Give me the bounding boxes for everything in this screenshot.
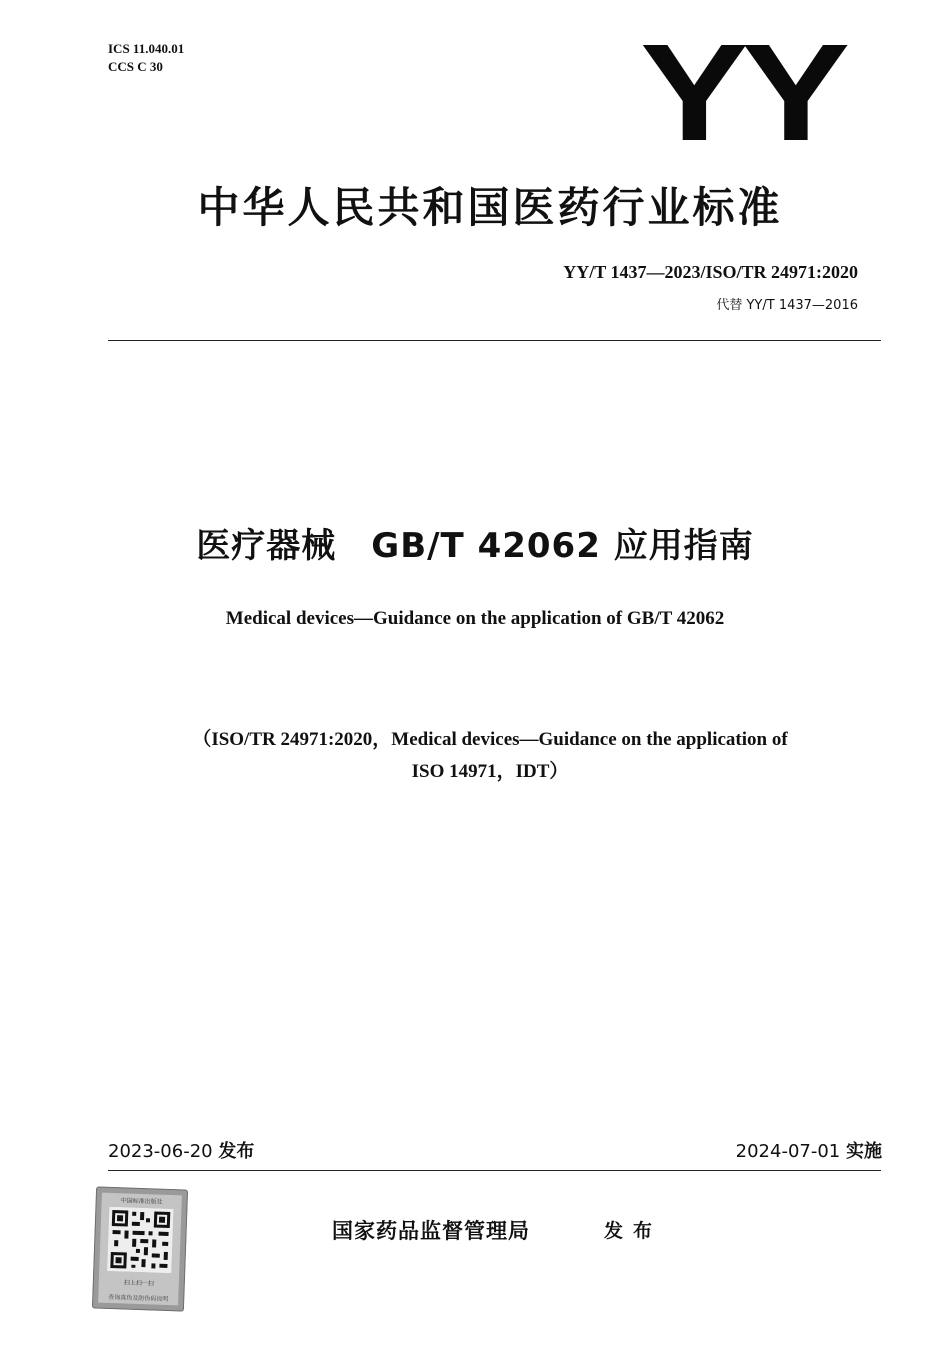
document-title-chinese: 医疗器械 GB/T 42062 应用指南 <box>196 526 754 566</box>
standard-type-heading: 中华人民共和国医药行业标准 <box>197 183 783 232</box>
adoption-line-2: ISO 14971，IDT） <box>411 761 569 782</box>
issue-date <box>108 1140 254 1164</box>
sticker-note: 查询真伪及防伪码说明 <box>108 1293 169 1304</box>
implementation-date-label: 实施 <box>846 1141 882 1162</box>
bottom-divider <box>108 1170 881 1171</box>
implementation-date-value: 2024-07-01 <box>735 1141 841 1162</box>
sticker-header: 中国标准出版社 <box>120 1197 163 1206</box>
issue-date-label: 发布 <box>218 1141 255 1162</box>
replaces-standard: 代替 YY/T 1437—2016 <box>716 298 858 313</box>
issuing-authority: 国家药品监督管理局 <box>332 1219 530 1243</box>
yy-logo-mark: YY <box>640 16 844 170</box>
document-title-english: Medical devices—Guidance on the application of GB/T 42062 <box>225 608 725 629</box>
ics-code: ICS 11.040.01 <box>108 41 185 56</box>
classification-codes <box>108 40 184 76</box>
top-divider <box>108 340 881 341</box>
issuing-label: 发布 <box>604 1220 663 1242</box>
sticker-body <box>98 1193 182 1306</box>
adoption-statement <box>110 724 870 788</box>
sticker-scan-label: 扫上扫一扫 <box>123 1279 154 1288</box>
adoption-line-1: （ISO/TR 24971:2020，Medical devices—Guidance on the application of <box>192 729 788 750</box>
qr-code-icon <box>107 1207 173 1273</box>
implementation-date <box>736 1140 882 1164</box>
qr-code-graphic <box>107 1207 173 1273</box>
anti-counterfeit-sticker <box>92 1186 188 1311</box>
issue-date-value: 2023-06-20 <box>108 1141 213 1162</box>
ccs-code: CCS C 30 <box>108 59 163 74</box>
standard-number: YY/T 1437—2023/ISO/TR 24971:2020 <box>563 262 858 282</box>
